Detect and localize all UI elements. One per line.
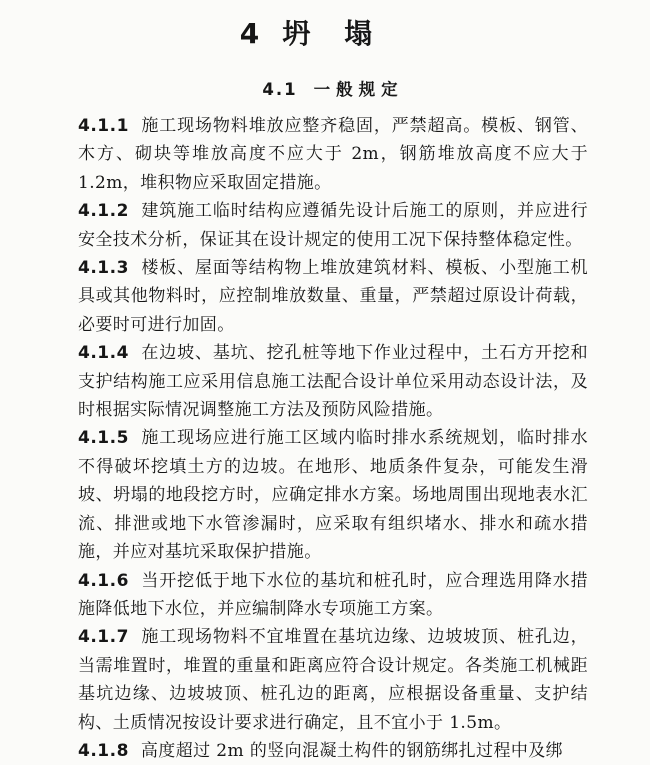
clause-4-1-7 xyxy=(78,623,588,737)
clause-4-1-6 xyxy=(78,567,588,624)
clause-4-1-2 xyxy=(78,197,588,254)
clause-text: 施工现场应进行施工区域内临时排水系统规划，临时排水不得破坏挖填土方的边坡。在地形、地质条件复杂，可能发生滑坡、坍塌的地段挖方时，应确定排水方案。场地周围出现地表水汇流、排泄或地下水管渗漏时，应采取有组织堵水、排水和疏水措施，并应对基坑采取保护措施。 xyxy=(78,428,588,563)
clause-number: 4.1.4 xyxy=(78,343,129,364)
clause-4-1-5 xyxy=(78,424,588,566)
clause-text: 在边坡、基坑、挖孔桩等地下作业过程中，土石方开挖和支护结构施工应采用信息施工法配合设计单位采用动态设计法，及时根据实际情况调整施工方法及预防风险措施。 xyxy=(78,343,588,421)
clause-number: 4.1.8 xyxy=(78,740,129,761)
clause-4-1-8 xyxy=(78,737,588,765)
clause-text: 建筑施工临时结构应遵循先设计后施工的原则，并应进行安全技术分析，保证其在设计规定的使用工况下保持整体稳定性。 xyxy=(78,201,588,250)
clause-text: 高度超过 2m 的竖向混凝土构件的钢筋绑扎过程中及绑 xyxy=(140,740,564,761)
clause-number: 4.1.7 xyxy=(78,627,129,648)
clause-number: 4.1.2 xyxy=(78,201,129,222)
clause-number: 4.1.6 xyxy=(78,570,129,591)
chapter-number: 4 xyxy=(239,17,261,50)
chapter-title xyxy=(84,14,588,54)
clause-text: 施工现场物料堆放应整齐稳固，严禁超高。模板、钢管、木方、砌块等堆放高度不应大于 2m，钢筋堆放高度不应大于 1.2m，堆积物应采取固定措施。 xyxy=(78,116,588,193)
section-title xyxy=(78,76,588,104)
clause-number: 4.1.5 xyxy=(78,428,129,449)
section-title-text: 一般规定 xyxy=(313,80,404,99)
clause-text: 施工现场物料不宜堆置在基坑边缘、边坡坡顶、桩孔边，当需堆置时，堆置的重量和距离应符合设计规定。各类施工机械距基坑边缘、边坡坡顶、桩孔边的距离，应根据设备重量、支护结构、土质情况按设计要求进行确定，且不宜小于 1.5m。 xyxy=(78,627,588,733)
clause-4-1-3 xyxy=(78,254,588,339)
chapter-title-text: 坍塌 xyxy=(282,17,407,50)
section-number: 4.1 xyxy=(262,80,298,99)
clause-4-1-1 xyxy=(78,112,588,197)
clause-number: 4.1.1 xyxy=(78,116,129,136)
clause-text: 当开挖低于地下水位的基坑和桩孔时，应合理选用降水措施降低地下水位，并应编制降水专项施工方案。 xyxy=(78,570,588,619)
clause-number: 4.1.3 xyxy=(78,258,129,279)
clause-text: 楼板、屋面等结构物上堆放建筑材料、模板、小型施工机具或其他物料时，应控制堆放数量、重量，严禁超过原设计荷载，必要时可进行加固。 xyxy=(78,258,588,335)
clause-4-1-4 xyxy=(78,339,588,424)
